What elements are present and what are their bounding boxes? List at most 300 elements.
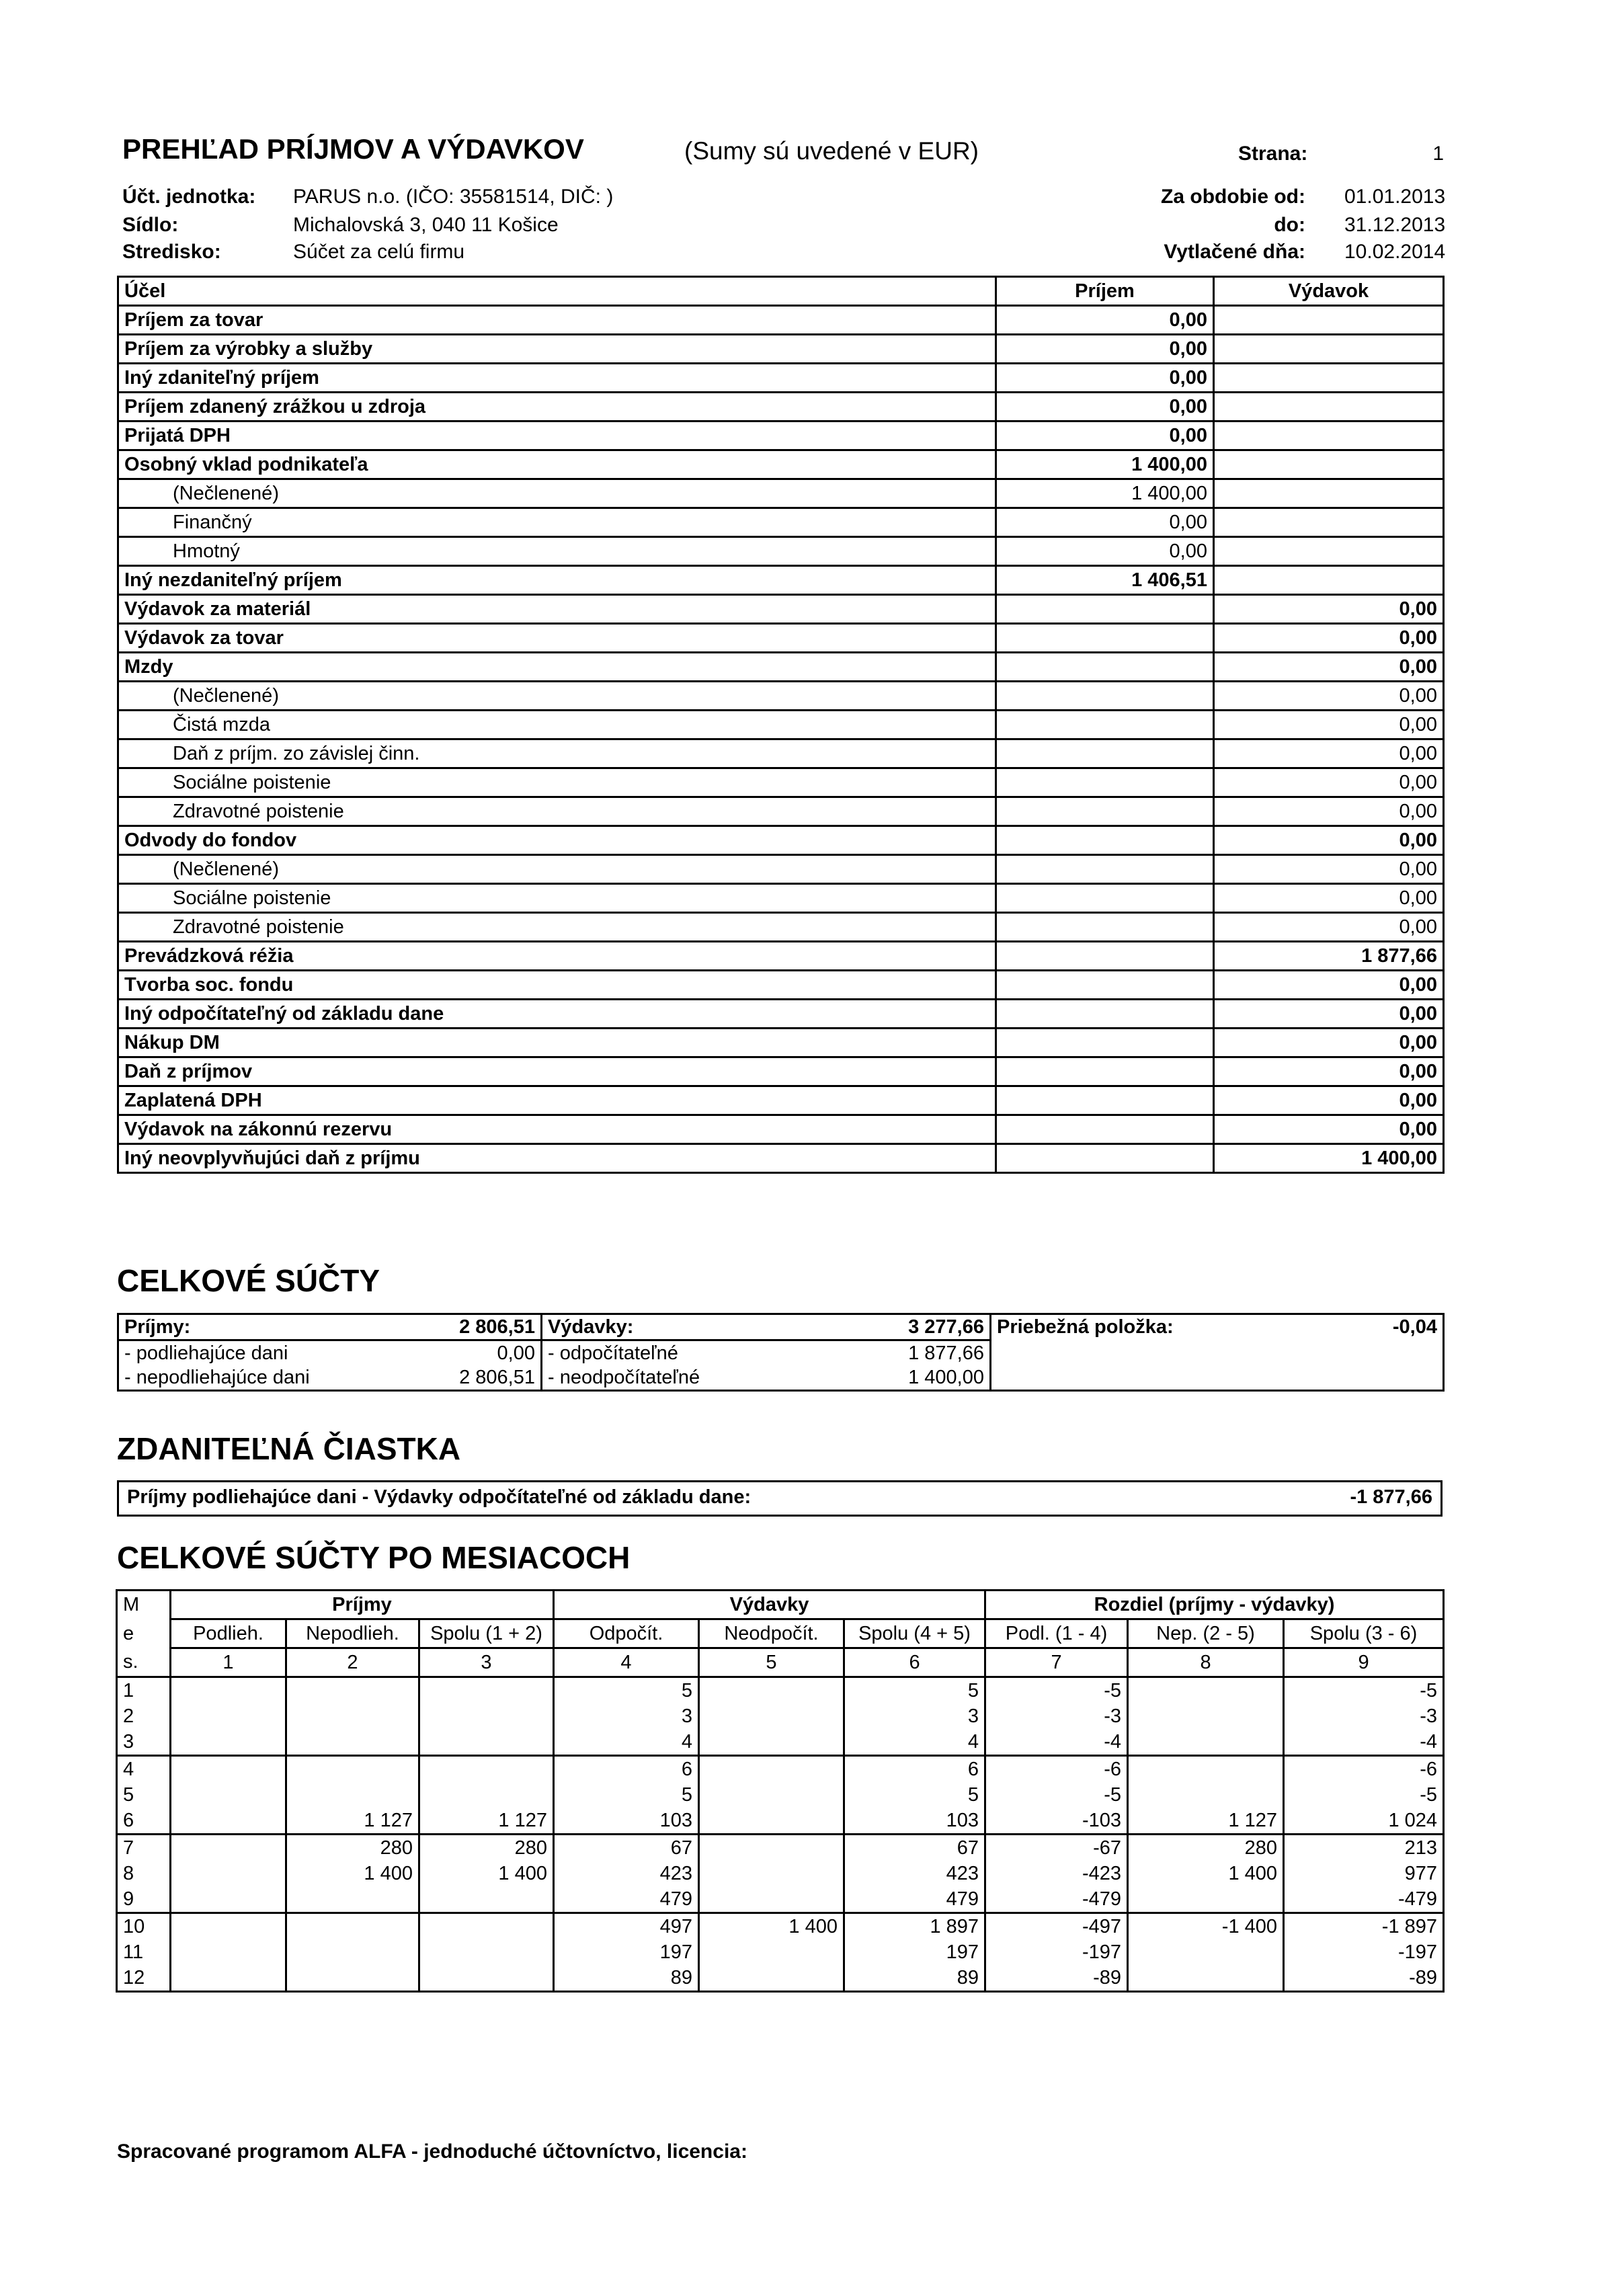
month-cell-col-5 bbox=[699, 1861, 844, 1886]
footer-text: Spracované programom ALFA - jednoduché účtovníctvo, licencia: bbox=[117, 2140, 747, 2163]
month-cell-col-9: -4 bbox=[1284, 1729, 1444, 1756]
row-income: 0,00 bbox=[996, 508, 1214, 537]
month-cell-col-1 bbox=[171, 1756, 286, 1783]
month-cell-col-5 bbox=[699, 1808, 844, 1835]
table-header-row bbox=[118, 277, 1444, 306]
printed-label: Vytlačené dňa: bbox=[1164, 241, 1305, 263]
month-header-e: e bbox=[117, 1619, 171, 1648]
subheader-col-3: Spolu (1 + 2) bbox=[419, 1619, 554, 1648]
month-cell-col-6: 423 bbox=[844, 1861, 985, 1886]
table-row bbox=[118, 624, 1444, 653]
month-row bbox=[117, 1677, 1444, 1704]
month-cell-col-3 bbox=[419, 1913, 554, 1940]
row-label: (Nečlenené) bbox=[118, 855, 996, 884]
row-income: 1 400,00 bbox=[996, 479, 1214, 508]
month-cell-col-3 bbox=[419, 1756, 554, 1783]
page-label: Strana: bbox=[1238, 143, 1308, 165]
table-row bbox=[118, 884, 1444, 913]
income-total-label: Príjmy: bbox=[118, 1314, 320, 1340]
month-cell-col-3 bbox=[419, 1729, 554, 1756]
month-cell-col-7: -497 bbox=[985, 1913, 1128, 1940]
period-from-value: 01.01.2013 bbox=[1344, 186, 1446, 208]
month-cell-col-3: 280 bbox=[419, 1835, 554, 1861]
period-from-label: Za obdobie od: bbox=[1161, 186, 1305, 208]
month-cell-col-8: -1 400 bbox=[1128, 1913, 1284, 1940]
month-number: 4 bbox=[117, 1756, 171, 1783]
month-row bbox=[117, 1886, 1444, 1913]
table-row bbox=[118, 1057, 1444, 1086]
month-cell-col-5 bbox=[699, 1677, 844, 1704]
report-title: PREHĽAD PRÍJMOV A VÝDAVKOV bbox=[122, 133, 584, 165]
month-cell-col-1 bbox=[171, 1886, 286, 1913]
table-row bbox=[118, 855, 1444, 884]
page-number: 1 bbox=[1432, 143, 1444, 165]
column-header-expense: Výdavok bbox=[1214, 277, 1444, 306]
income-total-value: 2 806,51 bbox=[320, 1314, 542, 1340]
table-row bbox=[118, 566, 1444, 595]
row-expense: 1 877,66 bbox=[1214, 942, 1444, 971]
printed-value: 10.02.2014 bbox=[1344, 241, 1446, 263]
month-cell-col-4: 3 bbox=[554, 1703, 699, 1729]
table-row bbox=[118, 1086, 1444, 1115]
month-cell-col-8 bbox=[1128, 1782, 1284, 1808]
month-cell-col-6: 197 bbox=[844, 1939, 985, 1965]
group-difference: Rozdiel (príjmy - výdavky) bbox=[985, 1591, 1444, 1619]
month-cell-col-6: 479 bbox=[844, 1886, 985, 1913]
month-cell-col-1 bbox=[171, 1835, 286, 1861]
column-number-4: 4 bbox=[554, 1648, 699, 1677]
month-cell-col-6: 5 bbox=[844, 1782, 985, 1808]
seat-value: Michalovská 3, 040 11 Košice bbox=[293, 214, 559, 236]
month-row bbox=[117, 1782, 1444, 1808]
row-expense bbox=[1214, 364, 1444, 393]
month-number: 10 bbox=[117, 1913, 171, 1940]
month-cell-col-8: 1 127 bbox=[1128, 1808, 1284, 1835]
month-cell-col-6: 103 bbox=[844, 1808, 985, 1835]
month-cell-col-5 bbox=[699, 1835, 844, 1861]
row-label: Iný odpočítateľný od základu dane bbox=[118, 1000, 996, 1029]
row-label: Sociálne poistenie bbox=[118, 884, 996, 913]
column-number-3: 3 bbox=[419, 1648, 554, 1677]
table-row bbox=[118, 508, 1444, 537]
month-cell-col-4: 103 bbox=[554, 1808, 699, 1835]
table-row bbox=[118, 971, 1444, 1000]
subheader-col-7: Podl. (1 - 4) bbox=[985, 1619, 1128, 1648]
month-cell-col-6: 67 bbox=[844, 1835, 985, 1861]
month-row bbox=[117, 1965, 1444, 1992]
row-income bbox=[996, 768, 1214, 797]
row-income bbox=[996, 1000, 1214, 1029]
month-cell-col-2 bbox=[286, 1939, 419, 1965]
row-income bbox=[996, 1115, 1214, 1144]
month-cell-col-7: -103 bbox=[985, 1808, 1128, 1835]
row-label: Zdravotné poistenie bbox=[118, 797, 996, 826]
month-cell-col-9: -6 bbox=[1284, 1756, 1444, 1783]
month-cell-col-6: 89 bbox=[844, 1965, 985, 1992]
month-cell-col-9: 213 bbox=[1284, 1835, 1444, 1861]
subheader-col-8: Nep. (2 - 5) bbox=[1128, 1619, 1284, 1648]
row-label: (Nečlenené) bbox=[118, 479, 996, 508]
row-income bbox=[996, 624, 1214, 653]
subheader-col-2: Nepodlieh. bbox=[286, 1619, 419, 1648]
month-cell-col-6: 3 bbox=[844, 1703, 985, 1729]
expense-deductible-label: - odpočítateľné bbox=[548, 1342, 678, 1364]
row-expense bbox=[1214, 335, 1444, 364]
row-expense: 0,00 bbox=[1214, 768, 1444, 797]
row-income bbox=[996, 826, 1214, 855]
month-cell-col-3 bbox=[419, 1965, 554, 1992]
month-cell-col-4: 89 bbox=[554, 1965, 699, 1992]
row-expense bbox=[1214, 479, 1444, 508]
month-cell-col-4: 6 bbox=[554, 1756, 699, 1783]
row-expense: 0,00 bbox=[1214, 855, 1444, 884]
row-expense: 0,00 bbox=[1214, 1086, 1444, 1115]
transit-label: Priebežná položka: bbox=[997, 1316, 1174, 1338]
month-cell-col-9: -3 bbox=[1284, 1703, 1444, 1729]
month-cell-col-9: 1 024 bbox=[1284, 1808, 1444, 1835]
row-label: Výdavok na zákonnú rezervu bbox=[118, 1115, 996, 1144]
month-row bbox=[117, 1861, 1444, 1886]
row-label: Prijatá DPH bbox=[118, 421, 996, 450]
month-cell-col-6: 4 bbox=[844, 1729, 985, 1756]
table-row bbox=[118, 653, 1444, 682]
income-taxable-label: - podliehajúce dani bbox=[124, 1342, 288, 1364]
row-income bbox=[996, 739, 1214, 768]
period-to-value: 31.12.2013 bbox=[1344, 214, 1446, 236]
month-cell-col-2 bbox=[286, 1677, 419, 1704]
month-cell-col-5 bbox=[699, 1729, 844, 1756]
income-nontaxable-label: - nepodliehajúce dani bbox=[124, 1366, 310, 1388]
month-cell-col-6: 1 897 bbox=[844, 1913, 985, 1940]
row-expense: 0,00 bbox=[1214, 884, 1444, 913]
column-header-income: Príjem bbox=[996, 277, 1214, 306]
month-number: 12 bbox=[117, 1965, 171, 1992]
row-label: Osobný vklad podnikateľa bbox=[118, 450, 996, 479]
seat-label: Sídlo: bbox=[122, 214, 179, 236]
month-cell-col-5 bbox=[699, 1886, 844, 1913]
row-expense: 0,00 bbox=[1214, 1057, 1444, 1086]
month-cell-col-4: 423 bbox=[554, 1861, 699, 1886]
row-label: Daň z príjmov bbox=[118, 1057, 996, 1086]
month-cell-col-5 bbox=[699, 1756, 844, 1783]
month-row bbox=[117, 1729, 1444, 1756]
row-income bbox=[996, 682, 1214, 711]
month-cell-col-8 bbox=[1128, 1965, 1284, 1992]
row-income: 0,00 bbox=[996, 364, 1214, 393]
month-cell-col-2 bbox=[286, 1913, 419, 1940]
row-label: Daň z príjm. zo závislej činn. bbox=[118, 739, 996, 768]
month-cell-col-3 bbox=[419, 1939, 554, 1965]
taxable-box bbox=[117, 1480, 1443, 1517]
month-cell-col-2 bbox=[286, 1886, 419, 1913]
center-value: Súčet za celú firmu bbox=[293, 241, 465, 263]
month-cell-col-5 bbox=[699, 1782, 844, 1808]
month-cell-col-4: 479 bbox=[554, 1886, 699, 1913]
row-expense bbox=[1214, 306, 1444, 335]
row-label: Príjem za tovar bbox=[118, 306, 996, 335]
row-expense: 0,00 bbox=[1214, 682, 1444, 711]
row-expense bbox=[1214, 508, 1444, 537]
subheader-col-1: Podlieh. bbox=[171, 1619, 286, 1648]
month-cell-col-3: 1 400 bbox=[419, 1861, 554, 1886]
table-row bbox=[118, 450, 1444, 479]
row-label: Iný neovplyvňujúci daň z príjmu bbox=[118, 1144, 996, 1173]
month-cell-col-5 bbox=[699, 1703, 844, 1729]
month-row bbox=[117, 1939, 1444, 1965]
column-number-2: 2 bbox=[286, 1648, 419, 1677]
table-row bbox=[118, 826, 1444, 855]
subheader-col-6: Spolu (4 + 5) bbox=[844, 1619, 985, 1648]
row-income bbox=[996, 942, 1214, 971]
row-expense: 0,00 bbox=[1214, 1115, 1444, 1144]
month-number: 6 bbox=[117, 1808, 171, 1835]
month-cell-col-2: 280 bbox=[286, 1835, 419, 1861]
unit-value: PARUS n.o. (IČO: 35581514, DIČ: ) bbox=[293, 186, 614, 208]
row-expense: 0,00 bbox=[1214, 653, 1444, 682]
month-cell-col-4: 67 bbox=[554, 1835, 699, 1861]
month-cell-col-1 bbox=[171, 1861, 286, 1886]
table-row bbox=[118, 768, 1444, 797]
income-taxable-value: 0,00 bbox=[320, 1340, 542, 1366]
totals-heading: CELKOVÉ SÚČTY bbox=[117, 1263, 380, 1298]
row-income: 0,00 bbox=[996, 421, 1214, 450]
column-number-7: 7 bbox=[985, 1648, 1128, 1677]
expense-nondeductible-label: - neodpočítateľné bbox=[548, 1366, 700, 1388]
month-cell-col-8 bbox=[1128, 1677, 1284, 1704]
row-label: Iný nezdaniteľný príjem bbox=[118, 566, 996, 595]
row-expense: 0,00 bbox=[1214, 971, 1444, 1000]
month-cell-col-2 bbox=[286, 1756, 419, 1783]
taxable-value: -1 877,66 bbox=[1350, 1486, 1432, 1508]
month-cell-col-7: -5 bbox=[985, 1782, 1128, 1808]
group-income: Príjmy bbox=[171, 1591, 554, 1619]
subheader-col-5: Neodpočít. bbox=[699, 1619, 844, 1648]
table-row bbox=[118, 913, 1444, 942]
transit-value: -0,04 bbox=[1392, 1316, 1437, 1338]
row-expense: 0,00 bbox=[1214, 1029, 1444, 1057]
table-row bbox=[118, 479, 1444, 508]
monthly-heading: CELKOVÉ SÚČTY PO MESIACOCH bbox=[117, 1540, 631, 1575]
column-number-9: 9 bbox=[1284, 1648, 1444, 1677]
column-number-8: 8 bbox=[1128, 1648, 1284, 1677]
row-label: Iný zdaniteľný príjem bbox=[118, 364, 996, 393]
month-cell-col-3 bbox=[419, 1677, 554, 1704]
month-cell-col-7: -6 bbox=[985, 1756, 1128, 1783]
month-cell-col-7: -479 bbox=[985, 1886, 1128, 1913]
row-expense: 0,00 bbox=[1214, 711, 1444, 739]
month-cell-col-7: -67 bbox=[985, 1835, 1128, 1861]
month-number: 9 bbox=[117, 1886, 171, 1913]
month-cell-col-1 bbox=[171, 1913, 286, 1940]
month-cell-col-3 bbox=[419, 1886, 554, 1913]
row-label: Finančný bbox=[118, 508, 996, 537]
month-cell-col-1 bbox=[171, 1939, 286, 1965]
month-cell-col-2 bbox=[286, 1965, 419, 1992]
month-row bbox=[117, 1808, 1444, 1835]
row-income bbox=[996, 855, 1214, 884]
month-number: 5 bbox=[117, 1782, 171, 1808]
month-cell-col-8 bbox=[1128, 1939, 1284, 1965]
expense-total-value: 3 277,66 bbox=[730, 1314, 991, 1340]
month-cell-col-8: 1 400 bbox=[1128, 1861, 1284, 1886]
month-cell-col-2: 1 400 bbox=[286, 1861, 419, 1886]
month-cell-col-2 bbox=[286, 1782, 419, 1808]
month-header-m: M bbox=[117, 1591, 171, 1619]
month-cell-col-3 bbox=[419, 1703, 554, 1729]
row-income: 0,00 bbox=[996, 537, 1214, 566]
table-row bbox=[118, 393, 1444, 421]
income-expense-table bbox=[117, 276, 1445, 1174]
table-row bbox=[118, 421, 1444, 450]
table-row bbox=[118, 1029, 1444, 1057]
column-header-purpose: Účel bbox=[118, 277, 996, 306]
month-cell-col-7: -3 bbox=[985, 1703, 1128, 1729]
row-label: Zaplatená DPH bbox=[118, 1086, 996, 1115]
month-cell-col-1 bbox=[171, 1808, 286, 1835]
row-income bbox=[996, 1057, 1214, 1086]
month-cell-col-3: 1 127 bbox=[419, 1808, 554, 1835]
month-number: 7 bbox=[117, 1835, 171, 1861]
month-cell-col-1 bbox=[171, 1703, 286, 1729]
month-number: 11 bbox=[117, 1939, 171, 1965]
month-cell-col-9: -1 897 bbox=[1284, 1913, 1444, 1940]
row-label: Prevádzková réžia bbox=[118, 942, 996, 971]
table-row bbox=[118, 797, 1444, 826]
row-income bbox=[996, 711, 1214, 739]
month-cell-col-8 bbox=[1128, 1729, 1284, 1756]
row-label: Sociálne poistenie bbox=[118, 768, 996, 797]
month-row bbox=[117, 1913, 1444, 1940]
month-cell-col-7: -423 bbox=[985, 1861, 1128, 1886]
month-cell-col-4: 5 bbox=[554, 1782, 699, 1808]
row-expense: 0,00 bbox=[1214, 797, 1444, 826]
table-row bbox=[118, 537, 1444, 566]
income-nontaxable-value: 2 806,51 bbox=[320, 1365, 542, 1391]
expense-deductible-value: 1 877,66 bbox=[730, 1340, 991, 1366]
month-cell-col-3 bbox=[419, 1782, 554, 1808]
month-cell-col-6: 5 bbox=[844, 1677, 985, 1704]
row-label: Hmotný bbox=[118, 537, 996, 566]
row-expense: 0,00 bbox=[1214, 826, 1444, 855]
row-label: Nákup DM bbox=[118, 1029, 996, 1057]
row-income bbox=[996, 797, 1214, 826]
month-cell-col-2: 1 127 bbox=[286, 1808, 419, 1835]
row-income: 1 406,51 bbox=[996, 566, 1214, 595]
row-income: 0,00 bbox=[996, 306, 1214, 335]
month-row bbox=[117, 1835, 1444, 1861]
row-income bbox=[996, 653, 1214, 682]
month-cell-col-8: 280 bbox=[1128, 1835, 1284, 1861]
row-income: 1 400,00 bbox=[996, 450, 1214, 479]
month-cell-col-8 bbox=[1128, 1756, 1284, 1783]
month-cell-col-9: -89 bbox=[1284, 1965, 1444, 1992]
month-cell-col-8 bbox=[1128, 1886, 1284, 1913]
row-expense bbox=[1214, 450, 1444, 479]
month-number: 1 bbox=[117, 1677, 171, 1704]
row-income: 0,00 bbox=[996, 393, 1214, 421]
month-number: 2 bbox=[117, 1703, 171, 1729]
currency-note: (Sumy sú uvedené v EUR) bbox=[684, 137, 979, 165]
row-label: Tvorba soc. fondu bbox=[118, 971, 996, 1000]
column-number-6: 6 bbox=[844, 1648, 985, 1677]
row-label: Čistá mzda bbox=[118, 711, 996, 739]
column-number-1: 1 bbox=[171, 1648, 286, 1677]
table-row bbox=[118, 306, 1444, 335]
row-income: 0,00 bbox=[996, 335, 1214, 364]
monthly-table bbox=[116, 1589, 1445, 1993]
month-cell-col-4: 5 bbox=[554, 1677, 699, 1704]
row-label: Výdavok za materiál bbox=[118, 595, 996, 624]
month-row bbox=[117, 1756, 1444, 1783]
group-expenses: Výdavky bbox=[554, 1591, 985, 1619]
row-income bbox=[996, 1144, 1214, 1173]
row-label: Príjem zdanený zrážkou u zdroja bbox=[118, 393, 996, 421]
column-number-5: 5 bbox=[699, 1648, 844, 1677]
month-cell-col-2 bbox=[286, 1703, 419, 1729]
table-row bbox=[118, 1000, 1444, 1029]
row-expense: 0,00 bbox=[1214, 913, 1444, 942]
month-cell-col-4: 497 bbox=[554, 1913, 699, 1940]
expense-total-label: Výdavky: bbox=[542, 1314, 730, 1340]
month-cell-col-9: -5 bbox=[1284, 1782, 1444, 1808]
month-cell-col-9: -197 bbox=[1284, 1939, 1444, 1965]
row-expense bbox=[1214, 566, 1444, 595]
month-number: 8 bbox=[117, 1861, 171, 1886]
row-label: Zdravotné poistenie bbox=[118, 913, 996, 942]
taxable-label: Príjmy podliehajúce dani - Výdavky odpočítateľné od základu dane: bbox=[127, 1486, 752, 1508]
month-cell-col-4: 4 bbox=[554, 1729, 699, 1756]
month-cell-col-4: 197 bbox=[554, 1939, 699, 1965]
month-cell-col-1 bbox=[171, 1677, 286, 1704]
row-expense bbox=[1214, 393, 1444, 421]
row-income bbox=[996, 913, 1214, 942]
row-expense: 0,00 bbox=[1214, 595, 1444, 624]
month-cell-col-1 bbox=[171, 1729, 286, 1756]
month-cell-col-7: -5 bbox=[985, 1677, 1128, 1704]
row-income bbox=[996, 971, 1214, 1000]
month-cell-col-7: -89 bbox=[985, 1965, 1128, 1992]
month-cell-col-1 bbox=[171, 1782, 286, 1808]
row-income bbox=[996, 1029, 1214, 1057]
expense-nondeductible-value: 1 400,00 bbox=[730, 1365, 991, 1391]
table-row bbox=[118, 1144, 1444, 1173]
month-row bbox=[117, 1703, 1444, 1729]
taxable-heading: ZDANITEĽNÁ ČIASTKA bbox=[117, 1431, 461, 1466]
row-expense: 0,00 bbox=[1214, 739, 1444, 768]
month-cell-col-5 bbox=[699, 1939, 844, 1965]
table-row bbox=[118, 711, 1444, 739]
table-row bbox=[118, 942, 1444, 971]
month-cell-col-2 bbox=[286, 1729, 419, 1756]
month-header-s: s. bbox=[117, 1648, 171, 1677]
table-row bbox=[118, 364, 1444, 393]
table-row bbox=[118, 739, 1444, 768]
row-income bbox=[996, 884, 1214, 913]
totals-table bbox=[117, 1313, 1445, 1392]
row-expense bbox=[1214, 421, 1444, 450]
month-cell-col-8 bbox=[1128, 1703, 1284, 1729]
row-expense bbox=[1214, 537, 1444, 566]
row-income bbox=[996, 595, 1214, 624]
table-row bbox=[118, 682, 1444, 711]
month-cell-col-7: -197 bbox=[985, 1939, 1128, 1965]
month-number: 3 bbox=[117, 1729, 171, 1756]
center-label: Stredisko: bbox=[122, 241, 221, 263]
row-label: Príjem za výrobky a služby bbox=[118, 335, 996, 364]
month-cell-col-9: -5 bbox=[1284, 1677, 1444, 1704]
period-to-label: do: bbox=[1274, 214, 1305, 236]
row-label: (Nečlenené) bbox=[118, 682, 996, 711]
